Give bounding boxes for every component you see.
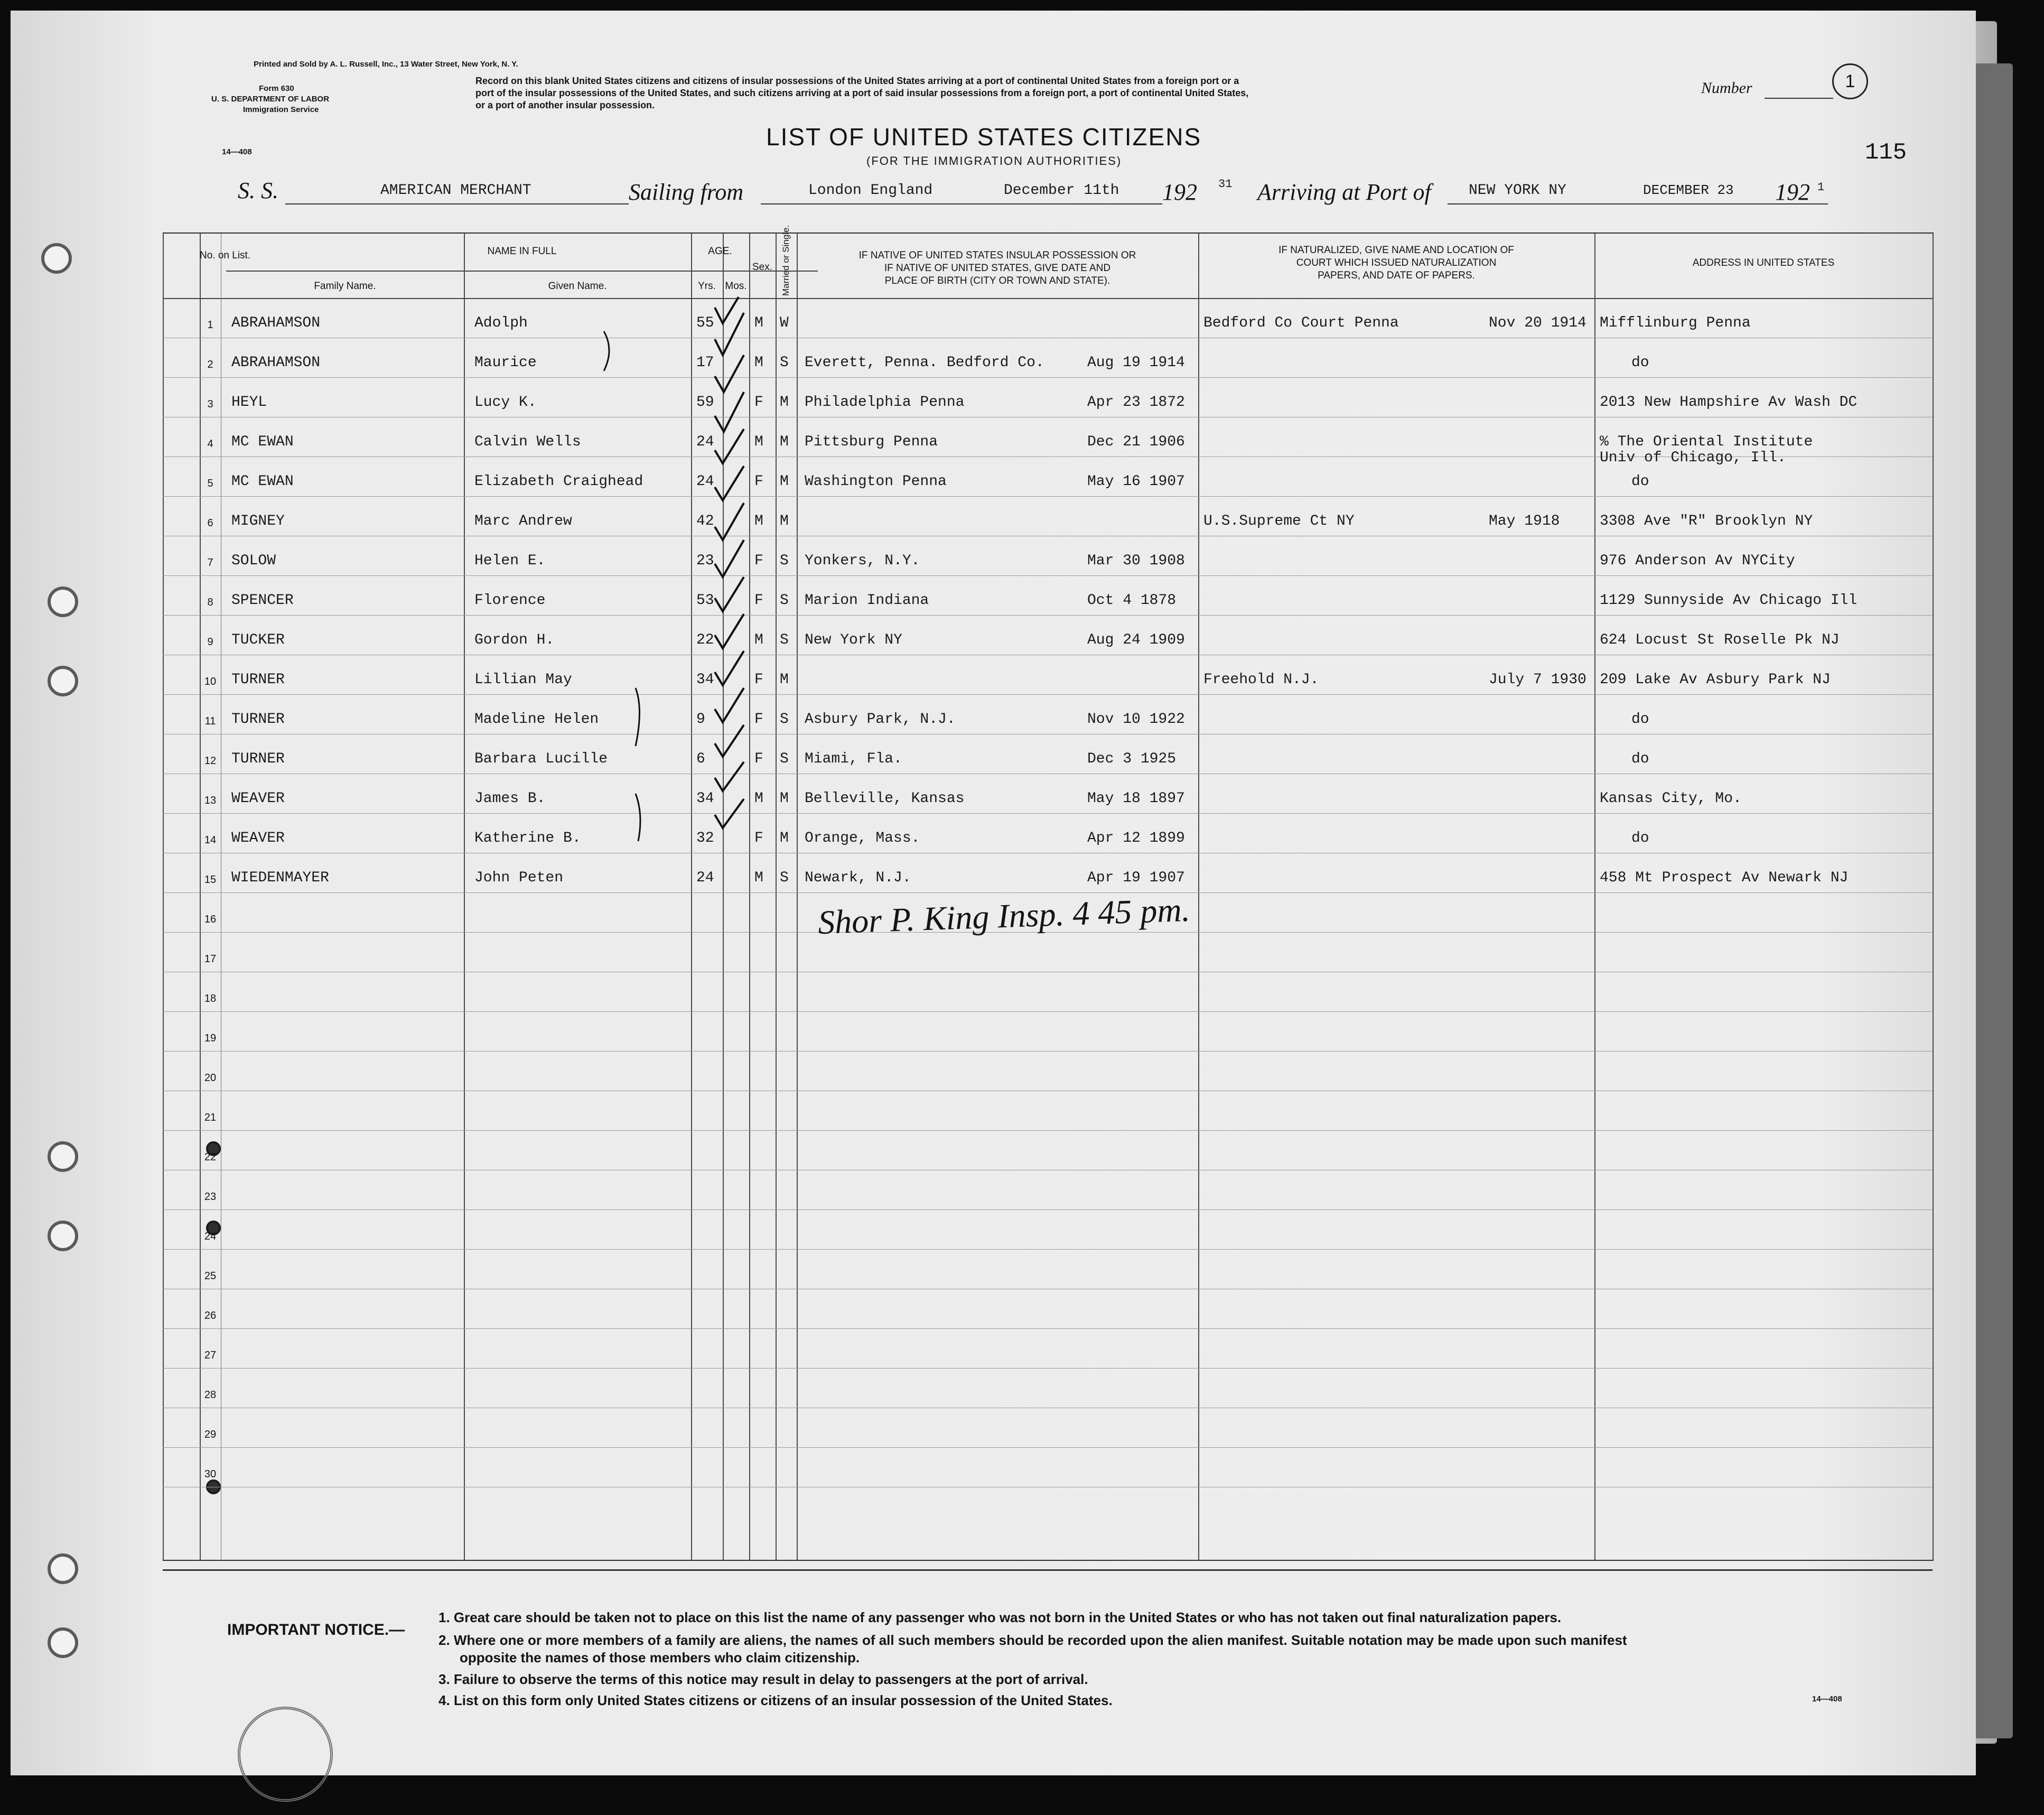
row-number: 14	[204, 834, 217, 846]
row-number: 2	[207, 359, 213, 370]
given-name: Katherine B.	[474, 830, 581, 846]
marital-status: M	[780, 830, 789, 846]
printer-line: Printed and Sold by A. L. Russell, Inc., 13 Water Street, New York, N. Y.	[254, 60, 518, 69]
birth-date: Dec 3 1925	[1087, 751, 1177, 767]
sex: M	[754, 315, 763, 331]
marital-status: S	[780, 870, 789, 886]
birth-date: Nov 10 1922	[1087, 711, 1185, 728]
notice-rule	[163, 1569, 1933, 1571]
family-name: MC EWAN	[231, 473, 294, 490]
address: 976 Anderson Av NYCity	[1600, 553, 1795, 569]
notice-item-3: 3. Failure to observe the terms of this notice may result in delay to passengers at the port of arrival.	[438, 1671, 1088, 1687]
col-rule	[1933, 234, 1934, 1560]
sailing-port: London England	[808, 182, 933, 199]
age-years: 24	[696, 473, 714, 490]
birth-place: Washington Penna	[805, 473, 947, 490]
col-years: Yrs.	[698, 281, 716, 292]
col-nat-3: PAPERS, AND DATE OF PAPERS.	[1318, 270, 1475, 281]
birth-place: Asbury Park, N.J.	[805, 711, 956, 728]
row-number: 10	[204, 676, 217, 687]
row-number: 5	[207, 478, 213, 489]
address: 209 Lake Av Asbury Park NJ	[1600, 672, 1831, 688]
notice-item-1: 1. Great care should be taken not to place on this list the name of any passenger who was not born in the United States or who has not taken out final naturalization papers.	[438, 1609, 1562, 1625]
birth-date: Apr 19 1907	[1087, 870, 1185, 886]
manifest-table	[163, 225, 1934, 1561]
birth-date: Oct 4 1878	[1087, 592, 1177, 609]
address: 624 Locust St Roselle Pk NJ	[1600, 632, 1840, 648]
birth-date: Dec 21 1906	[1087, 434, 1185, 450]
address: do	[1631, 830, 1649, 846]
sailing-rule	[761, 203, 1162, 204]
birth-place: New York NY	[805, 632, 902, 648]
family-name: ABRAHAMSON	[231, 315, 321, 331]
row-number: 21	[204, 1112, 217, 1123]
binder-hole	[48, 1221, 78, 1251]
marital-status: W	[780, 315, 789, 331]
col-given-name: Given Name.	[548, 281, 607, 292]
sex: M	[754, 790, 763, 807]
marital-status: S	[780, 553, 789, 569]
arrival-port: NEW YORK NY	[1469, 182, 1566, 199]
sex: M	[754, 513, 763, 529]
given-name: Gordon H.	[474, 632, 555, 648]
service: Immigration Service	[243, 105, 319, 114]
age-years: 22	[696, 632, 714, 648]
row-number: 23	[204, 1191, 217, 1203]
ship-name: AMERICAN MERCHANT	[380, 182, 531, 199]
address: do	[1631, 355, 1649, 371]
given-name: Florence	[474, 592, 546, 609]
binder-hole	[48, 1627, 78, 1658]
birth-place: Pittsburg Penna	[805, 434, 938, 450]
family-name: TURNER	[231, 751, 285, 767]
marital-status: M	[780, 672, 789, 688]
birth-date: Aug 24 1909	[1087, 632, 1185, 648]
given-name: John Peten	[474, 870, 564, 886]
arrival-date: DECEMBER 23	[1643, 182, 1734, 198]
instruction-line-2: port of the insular possessions of the United States, and such citizens arriving at a port of said insular possessions from a foreign port, a port of continental United States,	[475, 88, 1249, 98]
age-years: 32	[696, 830, 714, 846]
marital-status: S	[780, 355, 789, 371]
age-years: 53	[696, 592, 714, 609]
address: Mifflinburg Penna	[1600, 315, 1751, 331]
birth-place: Yonkers, N.Y.	[805, 553, 920, 569]
given-name: James B.	[474, 790, 546, 807]
page-title: LIST OF UNITED STATES CITIZENS	[766, 123, 1202, 151]
arrival-stamp	[225, 1693, 347, 1815]
age-years: 34	[696, 790, 714, 807]
form-code: 14—408	[222, 147, 252, 156]
naturalization-court: U.S.Supreme Ct NY	[1203, 513, 1355, 529]
row-number: 20	[204, 1072, 217, 1084]
family-name: ABRAHAMSON	[231, 355, 321, 371]
age-years: 17	[696, 355, 714, 371]
col-age: AGE.	[708, 246, 732, 257]
given-name: Calvin Wells	[474, 434, 581, 450]
birth-place: Orange, Mass.	[805, 830, 920, 846]
birth-date: May 18 1897	[1087, 790, 1185, 807]
birth-date: May 16 1907	[1087, 473, 1185, 490]
notice-item-4: 4. List on this form only United States citizens or citizens of an insular possession of the United States.	[438, 1692, 1113, 1708]
col-nat-2: COURT WHICH ISSUED NATURALIZATION	[1296, 257, 1497, 268]
sailing-label: Sailing from	[629, 179, 744, 205]
naturalization-date: Nov 20 1914	[1489, 315, 1586, 331]
family-name: MIGNEY	[231, 513, 285, 529]
sex: F	[754, 394, 763, 411]
sex: F	[754, 751, 763, 767]
row-number: 19	[204, 1032, 217, 1044]
birth-date: Mar 30 1908	[1087, 553, 1185, 569]
address: 2013 New Hampshire Av Wash DC	[1600, 394, 1858, 411]
birth-place: Miami, Fla.	[805, 751, 902, 767]
sex: F	[754, 830, 763, 846]
family-name: HEYL	[231, 394, 267, 411]
address: % The Oriental Institute	[1600, 434, 1813, 450]
address: do	[1631, 473, 1649, 490]
family-name: TUCKER	[231, 632, 285, 648]
marital-status: M	[780, 513, 789, 529]
arrival-year-print: 192	[1775, 179, 1810, 205]
row-number: 25	[204, 1270, 217, 1282]
col-birth-2: IF NATIVE OF UNITED STATES, GIVE DATE AND	[884, 263, 1111, 274]
row-number: 1	[207, 319, 213, 331]
row-number: 17	[204, 953, 217, 965]
inspector-signature: Shor P. King Insp. 4 45 pm.	[817, 890, 1191, 942]
birth-place: Newark, N.J.	[805, 870, 911, 886]
col-birth-1: IF NATIVE OF UNITED STATES INSULAR POSSESSION OR	[858, 250, 1136, 261]
given-name: Helen E.	[474, 553, 546, 569]
sex: M	[754, 870, 763, 886]
col-name-full: NAME IN FULL	[487, 246, 557, 257]
naturalization-date: May 1918	[1489, 513, 1560, 529]
row-number: 9	[207, 636, 213, 648]
naturalization-date: July 7 1930	[1489, 672, 1586, 688]
given-name: Lucy K.	[474, 394, 537, 411]
marital-status: S	[780, 632, 789, 648]
ss-label: S. S.	[238, 178, 278, 203]
family-name: SOLOW	[231, 553, 276, 569]
notice-item-2-cont: opposite the names of those members who claim citizenship.	[460, 1650, 860, 1665]
family-name: WEAVER	[231, 830, 285, 846]
birth-place: Marion Indiana	[805, 592, 929, 609]
footer-code: 14—408	[1812, 1695, 1842, 1704]
birth-place: Belleville, Kansas	[805, 790, 965, 807]
given-name: Adolph	[474, 315, 528, 331]
sailing-date: December 11th	[1004, 182, 1119, 199]
row-number: 18	[204, 993, 217, 1004]
sex: F	[754, 553, 763, 569]
given-name: Marc Andrew	[474, 513, 572, 529]
row-number: 29	[204, 1429, 217, 1440]
row-number: 12	[204, 755, 217, 767]
row-number: 27	[204, 1349, 217, 1361]
row-number: 4	[207, 438, 213, 450]
birth-place: Everett, Penna. Bedford Co.	[805, 355, 1044, 371]
age-years: 59	[696, 394, 714, 411]
instruction-line-1: Record on this blank United States citizens and citizens of insular possessions of the United States arriving at a port of continental United States from a foreign port or a	[475, 76, 1239, 86]
binder-hole	[48, 1141, 78, 1172]
col-sex: Sex.	[752, 262, 773, 273]
marital-status: S	[780, 751, 789, 767]
notice-title: IMPORTANT NOTICE.—	[227, 1621, 405, 1639]
arrival-rule	[1448, 203, 1828, 204]
col-no-label: No. on List.	[200, 250, 251, 261]
family-name: MC EWAN	[231, 434, 294, 450]
address: 3308 Ave "R" Brooklyn NY	[1600, 513, 1813, 529]
age-years: 24	[696, 434, 714, 450]
given-name: Elizabeth Craighead	[474, 473, 643, 490]
age-years: 42	[696, 513, 714, 529]
address: do	[1631, 751, 1649, 767]
sex: F	[754, 473, 763, 490]
marital-status: M	[780, 394, 789, 411]
birth-date: Apr 23 1872	[1087, 394, 1185, 411]
sheet-number: 115	[1865, 139, 1907, 166]
age-years: 55	[696, 315, 714, 331]
arriving-label: Arriving at Port of	[1257, 179, 1431, 205]
number-circle: 1	[1832, 63, 1868, 99]
given-name: Maurice	[474, 355, 537, 371]
family-name: WIEDENMAYER	[231, 870, 329, 886]
address: Kansas City, Mo.	[1600, 790, 1742, 807]
marital-status: M	[780, 790, 789, 807]
number-label: Number	[1701, 79, 1752, 97]
number-rule	[1765, 98, 1833, 99]
manifest-page	[11, 11, 1976, 1775]
col-married: Married or Single.	[781, 225, 791, 296]
col-nat-1: IF NATURALIZED, GIVE NAME AND LOCATION OF	[1278, 245, 1514, 256]
family-name: WEAVER	[231, 790, 285, 807]
address: 1129 Sunnyside Av Chicago Ill	[1600, 592, 1858, 609]
row-number: 11	[204, 715, 216, 727]
row-number: 8	[207, 597, 213, 608]
page-subtitle: (FOR THE IMMIGRATION AUTHORITIES)	[866, 154, 1122, 167]
sex: F	[754, 672, 763, 688]
age-years: 9	[696, 711, 705, 728]
marital-status: M	[780, 473, 789, 490]
form-number: Form 630	[259, 84, 294, 93]
address-line-2: Univ of Chicago, Ill.	[1600, 450, 1786, 466]
marital-status: S	[780, 711, 789, 728]
sailing-year-print: 192	[1162, 179, 1197, 205]
row-number: 30	[204, 1468, 217, 1480]
sex: M	[754, 434, 763, 450]
col-birth-3: PLACE OF BIRTH (CITY OR TOWN AND STATE).	[884, 275, 1110, 286]
row-number: 7	[207, 557, 213, 569]
sex: F	[754, 592, 763, 609]
sex: M	[754, 632, 763, 648]
sex: F	[754, 711, 763, 728]
family-name: SPENCER	[231, 592, 294, 609]
birth-place: Philadelphia Penna	[805, 394, 965, 411]
birth-date: Aug 19 1914	[1087, 355, 1185, 371]
age-years: 24	[696, 870, 714, 886]
row-number: 13	[204, 795, 217, 806]
age-years: 34	[696, 672, 714, 688]
binder-hole	[48, 587, 78, 617]
sex: M	[754, 355, 763, 371]
address: do	[1631, 711, 1649, 728]
naturalization-court: Bedford Co Court Penna	[1203, 315, 1399, 331]
instruction-line-3: or a port of another insular possession.	[475, 100, 655, 110]
binder-hole	[48, 666, 78, 696]
row-number: 26	[204, 1310, 217, 1321]
given-name: Madeline Helen	[474, 711, 599, 728]
birth-date: Apr 12 1899	[1087, 830, 1185, 846]
row-number: 15	[204, 874, 217, 886]
department: U. S. DEPARTMENT OF LABOR	[211, 95, 330, 104]
binder-hole	[41, 243, 72, 274]
row-number: 6	[207, 517, 213, 529]
notice-item-2: 2. Where one or more members of a family are aliens, the names of all such members should be recorded upon the alien manifest. Suitable notation may be made upon such manifest	[438, 1632, 1627, 1648]
row-number: 24	[204, 1231, 217, 1242]
marital-status: S	[780, 592, 789, 609]
given-name: Barbara Lucille	[474, 751, 608, 767]
family-name: TURNER	[231, 672, 285, 688]
address: 458 Mt Prospect Av Newark NJ	[1600, 870, 1849, 886]
family-name: TURNER	[231, 711, 285, 728]
arrival-year-typed: 1	[1817, 181, 1825, 194]
row-number: 28	[204, 1389, 217, 1401]
col-address: ADDRESS IN UNITED STATES	[1692, 257, 1835, 268]
row-number: 22	[204, 1151, 217, 1163]
row-number: 16	[204, 914, 217, 925]
sailing-year-typed: 31	[1218, 178, 1233, 191]
marital-status: M	[780, 434, 789, 450]
given-name: Lillian May	[474, 672, 572, 688]
age-years: 23	[696, 553, 714, 569]
ship-rule	[285, 203, 629, 204]
naturalization-court: Freehold N.J.	[1203, 672, 1319, 688]
col-family-name: Family Name.	[314, 281, 376, 292]
row-number: 3	[207, 398, 213, 410]
age-years: 6	[696, 751, 705, 767]
binder-hole	[48, 1553, 78, 1584]
col-months: Mos.	[725, 281, 747, 292]
